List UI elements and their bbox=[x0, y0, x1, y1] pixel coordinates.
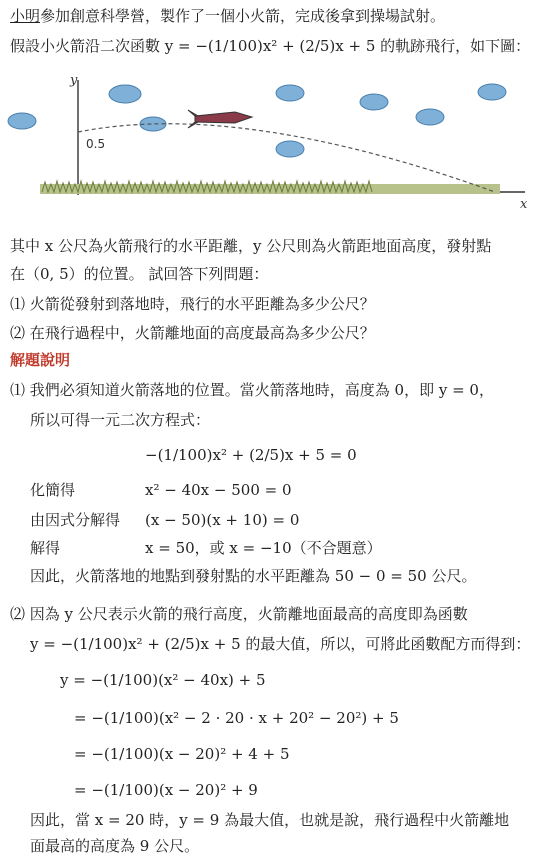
grass bbox=[40, 181, 500, 194]
intro-line-1 bbox=[10, 6, 445, 26]
body-line-1: 其中 x 公尺為火箭飛行的水平距離，y 公尺則為火箭距地面高度，發射點 bbox=[10, 237, 492, 255]
question-1: ⑴ 火箭從發射到落地時，飛行的水平距離為多少公尺？ bbox=[10, 295, 375, 313]
solve-label: 解得 bbox=[30, 539, 61, 557]
solutions: x = 50，或 x = −10（不合題意） bbox=[145, 539, 382, 557]
solution-1-conclusion: 因此，火箭落地的地點到發射點的水平距離為 50 − 0 = 50 公尺。 bbox=[30, 567, 477, 585]
start-height-label: 0.5 bbox=[86, 137, 106, 151]
solution-1-equation: −(1/100)x² + (2/5)x + 5 = 0 bbox=[145, 446, 357, 464]
completing-square-step-2: = −(1/100)(x² − 2 · 20 · x + 20² − 20²) + 5 bbox=[74, 709, 399, 727]
y-axis-label: y bbox=[70, 73, 78, 88]
solution-1-line-2: 所以可得一元二次方程式： bbox=[30, 411, 211, 429]
name-underlined: 小明 bbox=[10, 7, 41, 25]
rocket-icon bbox=[188, 110, 252, 128]
factor-label: 由因式分解得 bbox=[30, 511, 121, 529]
factored-equation: (x − 50)(x + 10) = 0 bbox=[145, 511, 300, 529]
x-axis-label: x bbox=[520, 197, 528, 212]
simplify-label: 化簡得 bbox=[30, 481, 76, 499]
completing-square-step-4: = −(1/100)(x − 20)² + 9 bbox=[74, 781, 258, 799]
completing-square-step-1: y = −(1/100)(x² − 40x) + 5 bbox=[60, 671, 266, 689]
completing-square-step-3: = −(1/100)(x − 20)² + 4 + 5 bbox=[74, 745, 290, 763]
solution-heading: 解題說明 bbox=[10, 351, 71, 369]
cloud-icon bbox=[8, 84, 506, 157]
intro-line-2: 假設小火箭沿二次函數 y = −(1/100)x² + (2/5)x + 5 的軌跡飛行，如下圖： bbox=[10, 37, 531, 55]
solution-2-line-2: y = −(1/100)x² + (2/5)x + 5 的最大值，所以，可將此函數配方而得到： bbox=[30, 635, 531, 653]
solution-1-line-1: ⑴ 我們必須知道火箭落地的位置。當火箭落地時，高度為 0，即 y = 0， bbox=[10, 381, 494, 399]
question-2: ⑵ 在飛行過程中，火箭離地面的高度最高為多少公尺？ bbox=[10, 324, 375, 342]
solution-2-conclusion-2: 面最高的高度為 9 公尺。 bbox=[30, 837, 200, 855]
body-line-2: 在（0, 5）的位置。 試回答下列問題： bbox=[10, 265, 269, 283]
simplified-equation: x² − 40x − 500 = 0 bbox=[145, 481, 292, 499]
solution-2-line-1: ⑵ 因為 y 公尺表示火箭的飛行高度，火箭離地面最高的高度即為函數 bbox=[10, 605, 468, 623]
intro-line-1-rest: 參加創意科學營，製作了一個小火箭，完成後拿到操場試射。 bbox=[40, 7, 446, 25]
solution-2-conclusion-1: 因此，當 x = 20 時，y = 9 為最大值，也就是說，飛行過程中火箭離地 bbox=[30, 811, 510, 829]
rocket-trajectory-figure bbox=[0, 70, 542, 220]
